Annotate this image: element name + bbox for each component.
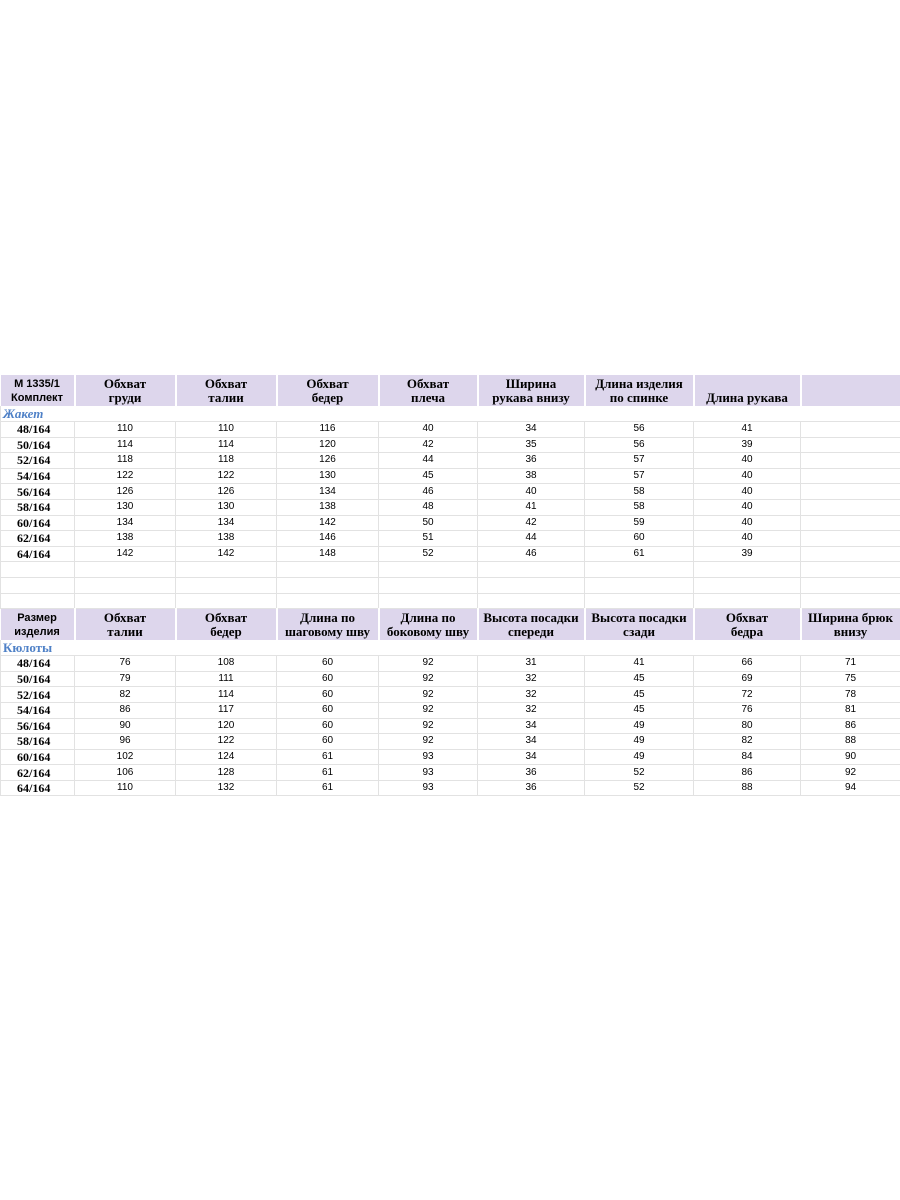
header-label	[76, 375, 175, 406]
empty-cell	[379, 562, 478, 578]
header-line: Длина изделия	[595, 376, 683, 391]
value-cell: 50	[379, 515, 478, 531]
value-cell: 90	[801, 749, 900, 765]
value-cell: 130	[277, 468, 379, 484]
table-row	[1, 765, 900, 781]
value-cell: 42	[379, 437, 478, 453]
header-label	[177, 375, 276, 406]
size-cell: 50/164	[1, 437, 75, 453]
value-cell: 49	[585, 749, 694, 765]
value-cell: 66	[694, 656, 801, 672]
value-cell: 126	[277, 453, 379, 469]
value-cell: 52	[585, 765, 694, 781]
value-cell	[801, 515, 900, 531]
header-line: Ширина	[505, 376, 557, 391]
empty-cell	[478, 562, 585, 578]
table-row	[1, 718, 900, 734]
value-cell: 40	[379, 422, 478, 438]
empty-cell	[379, 593, 478, 609]
value-cell: 80	[694, 718, 801, 734]
value-cell: 61	[277, 749, 379, 765]
value-cell: 42	[478, 515, 585, 531]
value-cell: 40	[694, 515, 801, 531]
empty-cell	[585, 577, 694, 593]
culottes-header-cell	[585, 609, 694, 641]
header-line: рукава внизу	[492, 390, 570, 405]
size-cell: 62/164	[1, 531, 75, 547]
header-label	[177, 609, 276, 640]
header-line: Длина по	[400, 610, 456, 626]
header-label	[695, 609, 800, 640]
value-cell: 114	[176, 437, 277, 453]
culottes-header-cell	[277, 609, 379, 641]
value-cell: 57	[585, 453, 694, 469]
header-line: Обхват	[725, 610, 769, 626]
size-cell: 56/164	[1, 484, 75, 500]
value-cell: 93	[379, 765, 478, 781]
value-cell: 138	[277, 499, 379, 515]
empty-cell	[277, 593, 379, 609]
value-cell: 110	[176, 422, 277, 438]
value-cell: 48	[379, 499, 478, 515]
value-cell: 81	[801, 702, 900, 718]
empty-cell	[585, 562, 694, 578]
value-cell: 92	[801, 765, 900, 781]
empty-cell	[801, 577, 900, 593]
value-cell: 31	[478, 656, 585, 672]
value-cell: 49	[585, 718, 694, 734]
size-cell: 56/164	[1, 718, 75, 734]
value-cell: 76	[75, 656, 176, 672]
empty-cell	[1, 577, 75, 593]
value-cell: 134	[176, 515, 277, 531]
value-cell: 114	[176, 687, 277, 703]
table-row	[1, 453, 900, 469]
value-cell: 116	[277, 422, 379, 438]
header-line: по спинке	[609, 390, 669, 405]
table-row	[1, 437, 900, 453]
jacket-section-row	[1, 406, 900, 422]
table-row	[1, 656, 900, 672]
value-cell: 122	[75, 468, 176, 484]
size-cell: 62/164	[1, 765, 75, 781]
value-cell: 71	[801, 656, 900, 672]
table-row	[1, 702, 900, 718]
value-cell: 134	[75, 515, 176, 531]
value-cell	[801, 453, 900, 469]
header-line: Обхват	[204, 610, 248, 626]
table-row	[1, 734, 900, 750]
value-cell: 88	[801, 734, 900, 750]
value-cell: 90	[75, 718, 176, 734]
culottes-header-cell	[694, 609, 801, 641]
value-cell	[801, 468, 900, 484]
section-cell	[1, 640, 900, 656]
value-cell: 75	[801, 671, 900, 687]
jacket-header-cell	[478, 375, 585, 406]
value-cell: 138	[75, 531, 176, 547]
header-label	[278, 609, 378, 640]
size-cell: 64/164	[1, 780, 75, 796]
header-line: бедра	[730, 624, 764, 640]
header-line: боковому шву	[386, 624, 470, 640]
value-cell: 61	[277, 780, 379, 796]
jacket-header-cell	[694, 375, 801, 406]
empty-cell	[176, 593, 277, 609]
value-cell: 124	[176, 749, 277, 765]
value-cell: 142	[75, 546, 176, 562]
header-label	[586, 609, 693, 640]
header-line: Длина по	[300, 610, 355, 626]
value-cell: 128	[176, 765, 277, 781]
value-cell: 78	[801, 687, 900, 703]
value-cell: 146	[277, 531, 379, 547]
value-cell: 122	[176, 468, 277, 484]
size-cell: 54/164	[1, 702, 75, 718]
header-line: плеча	[410, 390, 446, 405]
value-cell	[801, 499, 900, 515]
value-cell: 106	[75, 765, 176, 781]
header-line: Обхват	[406, 376, 450, 391]
size-cell: 48/164	[1, 656, 75, 672]
value-cell: 69	[694, 671, 801, 687]
value-cell: 93	[379, 749, 478, 765]
value-cell: 88	[694, 780, 801, 796]
value-cell: 142	[277, 515, 379, 531]
value-cell: 41	[585, 656, 694, 672]
jacket-header-cell	[801, 375, 900, 406]
value-cell: 39	[694, 546, 801, 562]
table-row	[1, 531, 900, 547]
value-cell: 60	[585, 531, 694, 547]
value-cell: 72	[694, 687, 801, 703]
value-cell: 86	[694, 765, 801, 781]
value-cell: 111	[176, 671, 277, 687]
value-cell: 45	[585, 671, 694, 687]
table-row	[1, 687, 900, 703]
value-cell: 92	[379, 734, 478, 750]
value-cell: 40	[694, 499, 801, 515]
value-cell: 34	[478, 718, 585, 734]
value-cell: 118	[75, 453, 176, 469]
empty-cell	[277, 577, 379, 593]
header-line: Длина рукава	[706, 390, 788, 405]
value-cell: 60	[277, 734, 379, 750]
header-label	[695, 375, 800, 406]
value-cell: 52	[379, 546, 478, 562]
header-label	[586, 375, 693, 406]
value-cell	[801, 484, 900, 500]
value-cell: 92	[379, 702, 478, 718]
value-cell: 92	[379, 718, 478, 734]
value-cell	[801, 531, 900, 547]
value-cell: 40	[694, 468, 801, 484]
value-cell: 36	[478, 765, 585, 781]
value-cell: 117	[176, 702, 277, 718]
value-cell: 34	[478, 734, 585, 750]
value-cell: 60	[277, 718, 379, 734]
header-label	[1, 609, 74, 640]
size-cell: 58/164	[1, 734, 75, 750]
table-row	[1, 468, 900, 484]
value-cell: 46	[379, 484, 478, 500]
header-line: шаговому шву	[284, 624, 371, 640]
jacket-header-cell	[585, 375, 694, 406]
header-line: Комплект	[11, 392, 63, 404]
empty-cell	[379, 577, 478, 593]
empty-cell	[694, 562, 801, 578]
empty-cell	[1, 593, 75, 609]
header-label	[278, 375, 378, 406]
header-line: Высота посадки	[591, 610, 687, 626]
header-line: Обхват	[204, 376, 248, 391]
jacket-header-cell	[1, 375, 75, 406]
value-cell: 52	[585, 780, 694, 796]
culottes-section-title: Кюлоты	[3, 640, 53, 656]
size-chart-sheet	[0, 375, 900, 796]
value-cell: 45	[379, 468, 478, 484]
size-cell: 52/164	[1, 687, 75, 703]
value-cell: 34	[478, 422, 585, 438]
value-cell: 93	[379, 780, 478, 796]
size-cell: 60/164	[1, 749, 75, 765]
value-cell: 56	[585, 422, 694, 438]
culottes-header-cell	[75, 609, 176, 641]
value-cell: 142	[176, 546, 277, 562]
header-line: изделия	[14, 626, 60, 639]
value-cell: 79	[75, 671, 176, 687]
blank-row	[1, 577, 900, 593]
jacket-header-cell	[75, 375, 176, 406]
value-cell: 76	[694, 702, 801, 718]
header-line: талии	[107, 624, 143, 640]
value-cell: 39	[694, 437, 801, 453]
header-label	[380, 375, 477, 406]
table-row	[1, 515, 900, 531]
value-cell: 92	[379, 656, 478, 672]
table-row	[1, 484, 900, 500]
value-cell: 40	[694, 484, 801, 500]
header-line: талии	[208, 390, 244, 405]
size-cell: 60/164	[1, 515, 75, 531]
header-line: Обхват	[103, 610, 147, 626]
value-cell: 148	[277, 546, 379, 562]
value-cell: 94	[801, 780, 900, 796]
empty-cell	[801, 562, 900, 578]
value-cell: 60	[277, 671, 379, 687]
empty-cell	[75, 562, 176, 578]
culottes-section-row	[1, 640, 900, 656]
empty-cell	[478, 593, 585, 609]
table-row	[1, 499, 900, 515]
value-cell: 35	[478, 437, 585, 453]
value-cell: 36	[478, 780, 585, 796]
header-line: Обхват	[103, 376, 147, 391]
empty-cell	[801, 593, 900, 609]
size-cell: 48/164	[1, 422, 75, 438]
empty-cell	[176, 562, 277, 578]
culottes-header-cell	[1, 609, 75, 641]
value-cell: 32	[478, 671, 585, 687]
header-label	[479, 375, 584, 406]
value-cell: 86	[75, 702, 176, 718]
empty-cell	[694, 577, 801, 593]
culottes-header-row	[1, 609, 900, 641]
value-cell: 59	[585, 515, 694, 531]
value-cell: 60	[277, 656, 379, 672]
value-cell: 61	[277, 765, 379, 781]
value-cell: 118	[176, 453, 277, 469]
value-cell: 122	[176, 734, 277, 750]
value-cell: 57	[585, 468, 694, 484]
empty-cell	[75, 593, 176, 609]
value-cell: 130	[176, 499, 277, 515]
empty-cell	[75, 577, 176, 593]
jacket-header-cell	[379, 375, 478, 406]
value-cell: 134	[277, 484, 379, 500]
header-line: М 1335/1	[14, 378, 60, 390]
value-cell: 45	[585, 687, 694, 703]
header-line: Высота посадки	[483, 610, 579, 626]
value-cell: 44	[478, 531, 585, 547]
jacket-section-title: Жакет	[3, 406, 44, 421]
value-cell: 41	[694, 422, 801, 438]
header-label	[802, 609, 900, 640]
size-cell: 64/164	[1, 546, 75, 562]
value-cell: 51	[379, 531, 478, 547]
value-cell: 84	[694, 749, 801, 765]
value-cell: 132	[176, 780, 277, 796]
value-cell: 138	[176, 531, 277, 547]
value-cell: 82	[694, 734, 801, 750]
value-cell: 40	[694, 453, 801, 469]
value-cell: 86	[801, 718, 900, 734]
header-line: груди	[108, 390, 142, 405]
value-cell: 49	[585, 734, 694, 750]
empty-cell	[277, 562, 379, 578]
header-label	[479, 609, 584, 640]
header-label	[76, 609, 175, 640]
table-row	[1, 671, 900, 687]
value-cell: 110	[75, 780, 176, 796]
value-cell: 92	[379, 671, 478, 687]
value-cell: 56	[585, 437, 694, 453]
header-line: спереди	[508, 624, 554, 640]
size-chart-table	[0, 375, 900, 796]
blank-row	[1, 562, 900, 578]
value-cell	[801, 422, 900, 438]
value-cell: 102	[75, 749, 176, 765]
value-cell: 60	[277, 702, 379, 718]
table-row	[1, 749, 900, 765]
value-cell: 130	[75, 499, 176, 515]
value-cell: 110	[75, 422, 176, 438]
size-cell: 52/164	[1, 453, 75, 469]
size-cell: 54/164	[1, 468, 75, 484]
header-line: Ширина брюк	[808, 610, 893, 626]
value-cell: 126	[176, 484, 277, 500]
culottes-header-cell	[801, 609, 900, 641]
value-cell: 58	[585, 499, 694, 515]
value-cell: 61	[585, 546, 694, 562]
value-cell: 38	[478, 468, 585, 484]
header-line: сзади	[623, 624, 655, 640]
culottes-header-cell	[379, 609, 478, 641]
value-cell: 32	[478, 702, 585, 718]
header-label	[802, 375, 900, 406]
empty-cell	[585, 593, 694, 609]
value-cell: 92	[379, 687, 478, 703]
empty-cell	[1, 562, 75, 578]
value-cell: 60	[277, 687, 379, 703]
value-cell: 41	[478, 499, 585, 515]
value-cell: 82	[75, 687, 176, 703]
header-label	[1, 375, 74, 406]
value-cell: 120	[277, 437, 379, 453]
value-cell: 58	[585, 484, 694, 500]
header-line: бедер	[210, 624, 242, 640]
culottes-header-cell	[176, 609, 277, 641]
empty-cell	[694, 593, 801, 609]
value-cell: 126	[75, 484, 176, 500]
header-line: Размер	[17, 612, 57, 625]
jacket-header-cell	[176, 375, 277, 406]
jacket-header-row	[1, 375, 900, 406]
section-cell	[1, 406, 900, 422]
size-cell: 58/164	[1, 499, 75, 515]
value-cell: 40	[478, 484, 585, 500]
value-cell: 96	[75, 734, 176, 750]
value-cell	[801, 437, 900, 453]
header-label	[380, 609, 477, 640]
value-cell: 40	[694, 531, 801, 547]
table-row	[1, 546, 900, 562]
culottes-header-cell	[478, 609, 585, 641]
value-cell: 34	[478, 749, 585, 765]
value-cell	[801, 546, 900, 562]
value-cell: 44	[379, 453, 478, 469]
value-cell: 45	[585, 702, 694, 718]
value-cell: 108	[176, 656, 277, 672]
empty-cell	[176, 577, 277, 593]
value-cell: 46	[478, 546, 585, 562]
table-row	[1, 780, 900, 796]
value-cell: 120	[176, 718, 277, 734]
value-cell: 114	[75, 437, 176, 453]
value-cell: 36	[478, 453, 585, 469]
value-cell: 32	[478, 687, 585, 703]
size-cell: 50/164	[1, 671, 75, 687]
empty-cell	[478, 577, 585, 593]
blank-row	[1, 593, 900, 609]
table-row	[1, 422, 900, 438]
header-line: Обхват	[306, 376, 349, 391]
jacket-header-cell	[277, 375, 379, 406]
header-line: внизу	[833, 624, 868, 640]
header-line: бедер	[311, 390, 344, 405]
